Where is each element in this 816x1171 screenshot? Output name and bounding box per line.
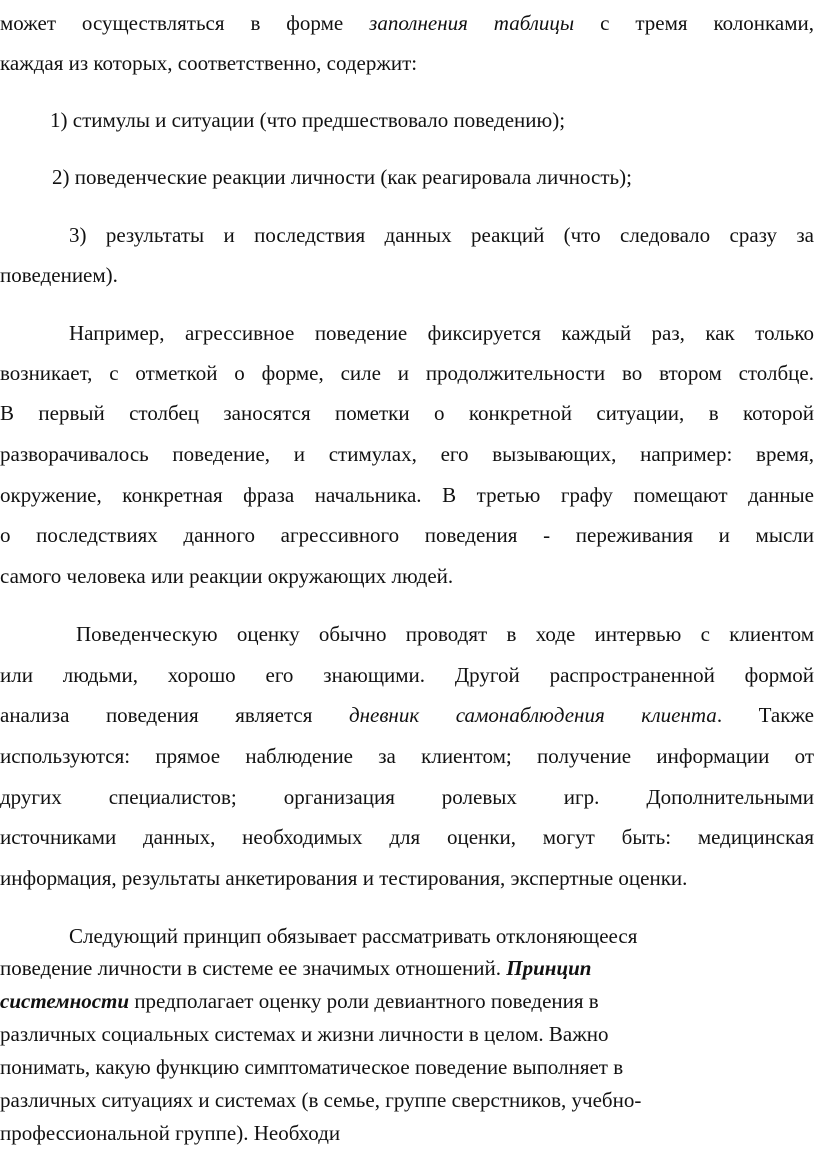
paragraph-2-line-5: окружение, конкретная фраза начальника. В третью графу помещают данные <box>0 483 814 507</box>
paragraph-4-line-3: системности предполагает оценку роли девиантного поведения в <box>0 989 599 1013</box>
paragraph-4-line-1: Следующий принцип обязывает рассматривать отклоняющееся <box>69 924 638 948</box>
paragraph-3-line-1: Поведенческую оценку обычно проводят в ходе интервью с клиентом <box>76 622 814 646</box>
paragraph-3-line-3: анализа поведения является дневник самонаблюдения клиента. Также <box>0 703 814 727</box>
paragraph-4-line-2: поведение личности в системе ее значимых отношений. Принцип <box>0 956 592 980</box>
paragraph-3-line-7: информация, результаты анкетирования и тестирования, экспертные оценки. <box>0 866 688 890</box>
emphasis-table-filling: заполнения таблицы <box>369 11 575 35</box>
emphasis-self-observation-diary: дневник самонаблюдения клиента <box>348 703 717 727</box>
paragraph-2-line-4: разворачивалось поведение, и стимулах, его вызывающих, например: время, <box>0 442 814 466</box>
paragraph-2-line-6: о последствиях данного агрессивного поведения - переживания и мысли <box>0 523 814 547</box>
list-item-3-line-1: 3) результаты и последствия данных реакций (что следовало сразу за <box>69 223 814 247</box>
term-systemic: системности <box>0 989 130 1013</box>
paragraph-2-line-7: самого человека или реакции окружающих людей. <box>0 564 454 588</box>
paragraph-3-line-4: используются: прямое наблюдение за клиентом; получение информации от <box>0 744 814 768</box>
paragraph-2-line-1: Например, агрессивное поведение фиксируется каждый раз, как только <box>69 321 814 345</box>
list-item-1: 1) стимулы и ситуации (что предшествовало поведению); <box>50 108 566 132</box>
paragraph-4-line-4: различных социальных системах и жизни личности в целом. Важно <box>0 1022 609 1046</box>
paragraph-2-line-3: В первый столбец заносятся пометки о конкретной ситуации, в которой <box>0 401 814 425</box>
paragraph-4-line-6: различных ситуациях и системах (в семье, группе сверстников, учебно- <box>0 1088 642 1112</box>
paragraph-2-line-2: возникает, с отметкой о форме, силе и продолжительности во втором столбце. <box>0 361 814 385</box>
paragraph-1-line-1: может осуществляться в форме заполнения таблицы с тремя колонками, <box>0 11 815 35</box>
paragraph-3-line-2: или людьми, хорошо его знающими. Другой распространенной формой <box>0 663 814 687</box>
term-principle: Принцип <box>506 956 592 980</box>
paragraph-3-line-6: источниками данных, необходимых для оценки, могут быть: медицинская <box>0 825 814 849</box>
paragraph-3-line-5: других специалистов; организация ролевых игр. Дополнительными <box>0 785 814 809</box>
paragraph-4-line-5: понимать, какую функцию симптоматическое поведение выполняет в <box>0 1055 624 1079</box>
paragraph-1-line-2: каждая из которых, соответственно, содержит: <box>0 51 418 75</box>
list-item-2: 2) поведенческие реакции личности (как реагировала личность); <box>52 165 632 189</box>
list-item-3-line-2: поведением). <box>0 263 118 287</box>
paragraph-4-line-7: профессиональной группе). Необходи <box>0 1121 341 1145</box>
